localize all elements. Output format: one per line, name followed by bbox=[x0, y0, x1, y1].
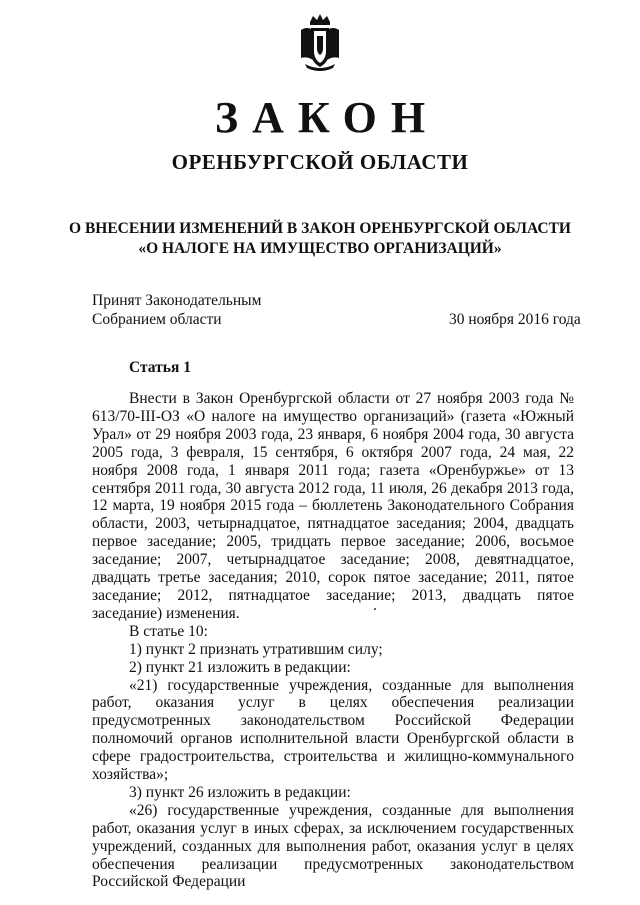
article-body bbox=[92, 390, 574, 891]
paragraph: «26) государственные учреждения, созданные для выполнения работ, оказания услуг в иных сферах, за исключением государственных учреждений, созданных для выполнения работ, оказания услуг в целях обеспечения реализации предусмотренных законодательством Российской Федерации bbox=[92, 801, 574, 891]
paragraph: В статье 10: bbox=[129, 622, 208, 640]
law-subject bbox=[0, 219, 640, 259]
adoption-line-1: Принят Законодательным bbox=[92, 292, 262, 309]
region-title: ОРЕНБУРГСКОЙ ОБЛАСТИ bbox=[171, 150, 469, 174]
adoption-line-2: Собранием области bbox=[92, 311, 222, 328]
coat-of-arms-icon bbox=[297, 12, 343, 72]
adoption-body bbox=[92, 291, 261, 329]
paragraph: «21) государственные учреждения, созданные для выполнения работ, оказания услуг в целях обеспечения реализации предусмотренных законодательством Российской Федерации полномочий органов исполнительной власти Оренбургской области в сфере градостроительства, строительства и жилищно-коммунального хозяйства»; bbox=[92, 676, 574, 784]
subject-line-2: «О НАЛОГЕ НА ИМУЩЕСТВО ОРГАНИЗАЦИЙ» bbox=[138, 240, 502, 257]
adoption-date: 30 ноября 2016 года bbox=[449, 311, 581, 328]
law-title: ЗАКОН bbox=[214, 93, 440, 142]
paragraph: 3) пункт 26 изложить в редакции: bbox=[129, 783, 351, 801]
subject-line-1: О ВНЕСЕНИИ ИЗМЕНЕНИЙ В ЗАКОН ОРЕНБУРГСКОЙ ОБЛАСТИ bbox=[69, 220, 571, 237]
article-heading: Статья 1 bbox=[129, 359, 191, 376]
paragraph: 1) пункт 2 признать утратившим силу; bbox=[129, 640, 383, 658]
paragraph: Внести в Закон Оренбургской области от 27 ноября 2003 года № 613/70-III-ОЗ «О налоге на имущество организаций» (газета «Южный Урал» от 29 ноября 2003 года, 23 января, 6 ноября 2004 года, 30 августа 2005 года, 3 февраля, 15 сентября, 6 октября 2007 года, 24 мая, 22 ноября 2008 года, 1 января 2011 года; газета «Оренбуржье» от 13 сентября 2011 года, 30 августа 2012 года, 11 июля, 26 декабря 2013 года, 12 марта, 19 ноября 2015 года – бюллетень Законодательного Собрания области, 2003, четырнадцатое, пятнадцатое заседания; 2004, двадцать первое заседание; 2005, тридцать первое заседание; 2006, восьмое заседание; 2007, четырнадцатое заседание; 2008, девятнадцатое, двадцать третье заседания; 2010, сорок пятое заседание; 2011, пятое заседание; 2012, пятнадцатое заседание; 2013, двадцать пятое заседание) изменения. bbox=[92, 390, 574, 622]
scan-speck bbox=[374, 608, 376, 610]
paragraph: 2) пункт 21 изложить в редакции: bbox=[129, 658, 351, 676]
